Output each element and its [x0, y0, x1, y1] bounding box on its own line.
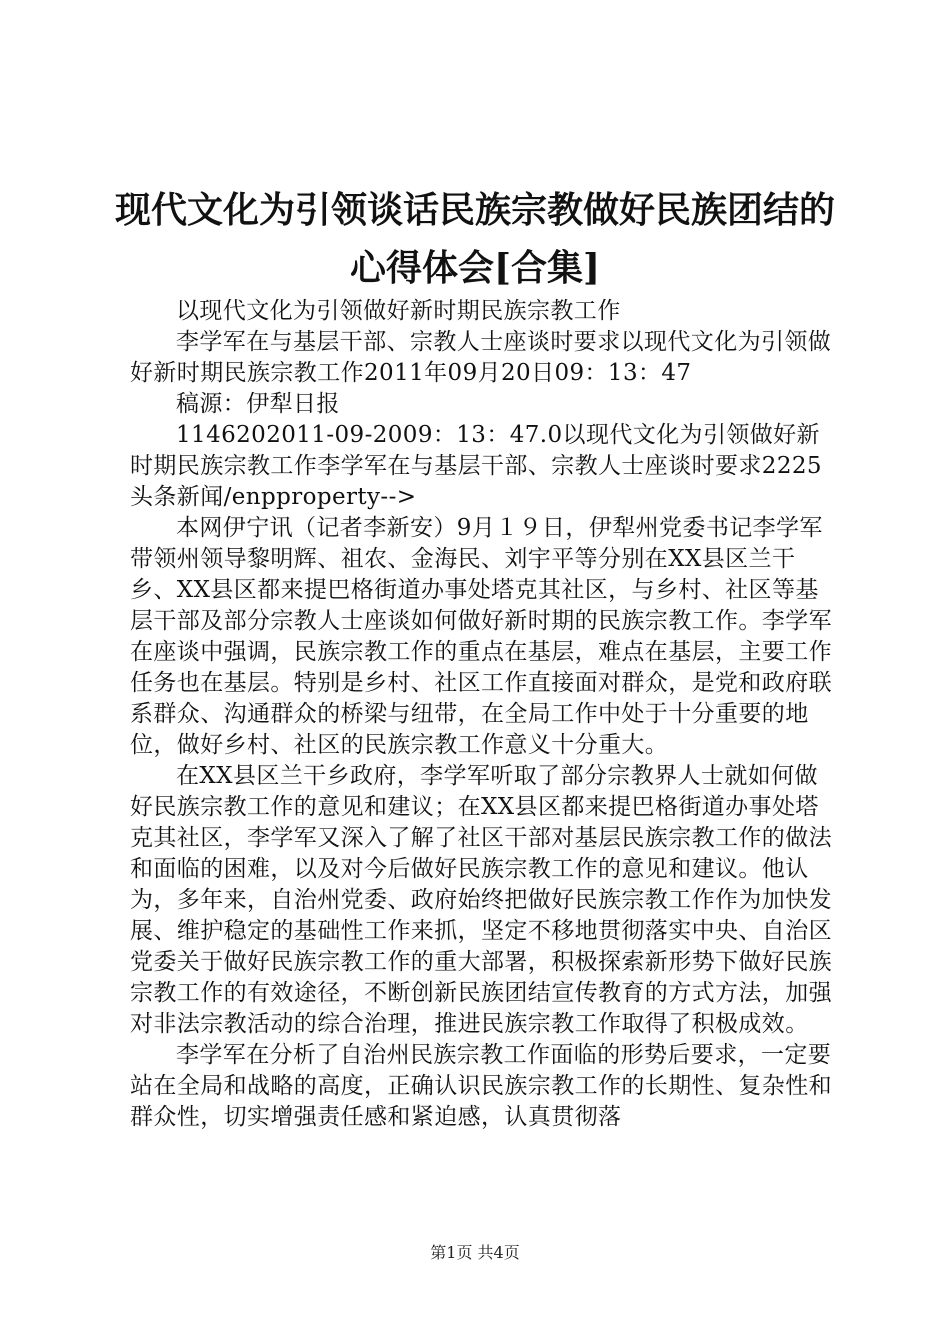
paragraph: 本网伊宁讯（记者李新安）9月１９日，伊犁州党委书记李学军带领州领导黎明辉、祖农、金海民、刘宇平等分别在XX县区兰干乡、XX县区都来提巴格街道办事处塔克其社区，与乡村、社区等基层干部及部分宗教人士座谈如何做好新时期的民族宗教工作。李学军在座谈中强调，民族宗教工作的重点在基层，难点在基层，主要工作任务也在基层。特别是乡村、社区工作直接面对群众，是党和政府联系群众、沟通群众的桥梁与纽带，在全局工作中处于十分重要的地位，做好乡村、社区的民族宗教工作意义十分重大。	[130, 515, 832, 758]
document-title-line-2: 心得体会[合集]	[349, 247, 601, 289]
document-title-line-1: 现代文化为引领谈话民族宗教做好民族团结的	[114, 189, 835, 231]
paragraph: 在XX县区兰干乡政府，李学军听取了部分宗教界人士就如何做好民族宗教工作的意见和建议；在XX县区都来提巴格街道办事处塔克其社区，李学军又深入了解了社区干部对基层民族宗教工作的做法和面临的困难，以及对今后做好民族宗教工作的意见和建议。他认为，多年来，自治州党委、政府始终把做好民族宗教工作作为加快发展、维护稳定的基础性工作来抓，坚定不移地贯彻落实中央、自治区党委关于做好民族宗教工作的重大部署，积极探索新形势下做好民族宗教工作的有效途径，不断创新民族团结宣传教育的方式方法，加强对非法宗教活动的综合治理，推进民族宗教工作取得了积极成效。	[130, 763, 832, 1037]
paragraph: 李学军在与基层干部、宗教人士座谈时要求以现代文化为引领做好新时期民族宗教工作2011年09月20日09：13：47	[130, 329, 832, 386]
paragraph: 稿源：伊犁日报	[176, 391, 340, 417]
paragraph: 李学军在分析了自治州民族宗教工作面临的形势后要求，一定要站在全局和战略的高度，正确认识民族宗教工作的长期性、复杂性和群众性，切实增强责任感和紧迫感，认真贯彻落	[130, 1042, 832, 1130]
document-body	[130, 296, 836, 1133]
paragraph: 以现代文化为引领做好新时期民族宗教工作	[176, 298, 621, 324]
page-number: 第1页 共4页	[430, 1243, 520, 1262]
paragraph: 1146202011-09-2009：13：47.0以现代文化为引领做好新时期民族宗教工作李学军在与基层干部、宗教人士座谈时要求2225头条新闻/enpproperty-->	[130, 422, 822, 510]
